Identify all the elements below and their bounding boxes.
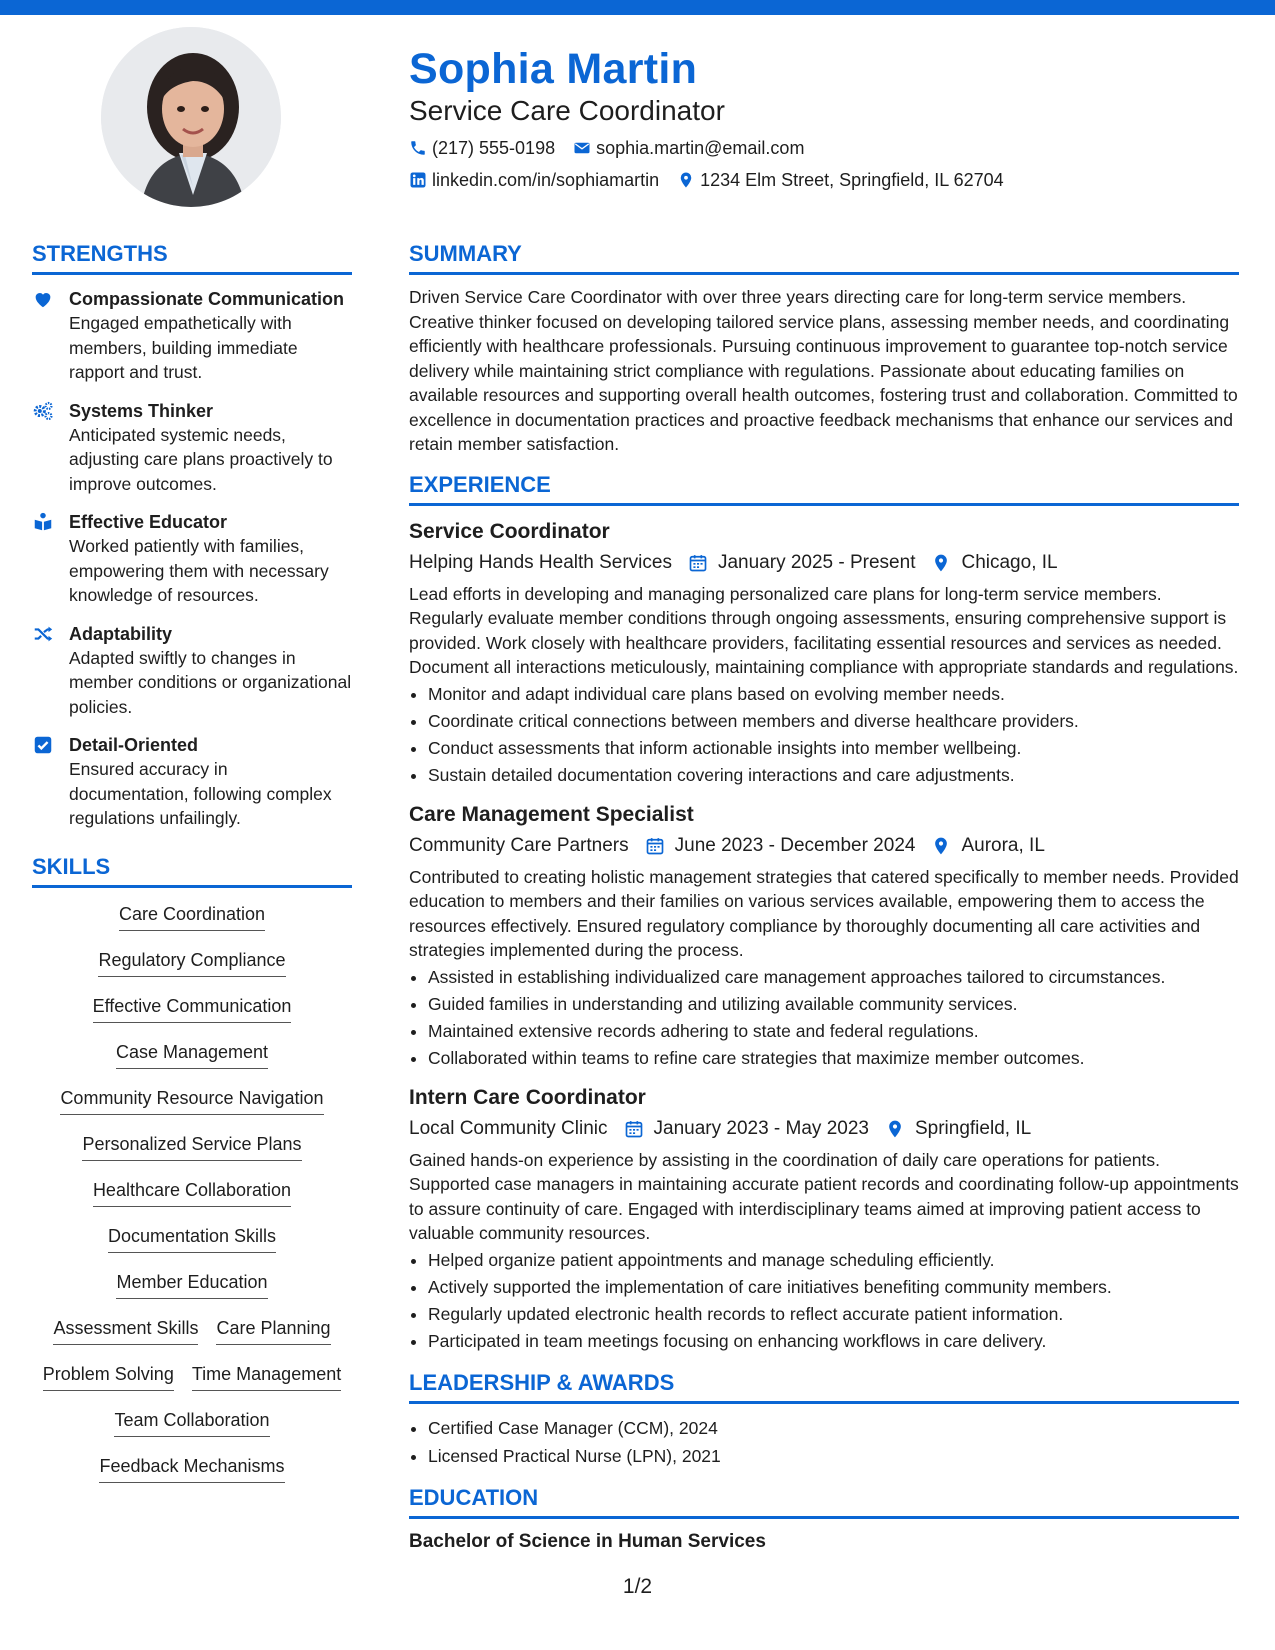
email-address[interactable]: sophia.martin@email.com xyxy=(596,138,805,158)
portrait-image xyxy=(101,27,281,207)
strength-title: Effective Educator xyxy=(69,512,228,532)
phone-icon xyxy=(409,139,427,157)
calendar-icon xyxy=(645,836,665,856)
strength-item xyxy=(32,399,352,497)
job-dates-text: January 2025 - Present xyxy=(717,551,916,573)
heart-icon xyxy=(32,288,54,310)
skills-list xyxy=(32,902,352,1500)
job-entry xyxy=(409,518,1239,789)
job-company: Local Community Clinic xyxy=(409,1117,608,1139)
list-item: • Guided families in understanding and utilizing available community services. xyxy=(428,991,1239,1018)
job-description: Gained hands-on experience by assisting in the coordination of daily care operations for patients. Supported case managers in maintaining accurate patient records and coordinating follow-up appointments to assure continuity of care. Engaged with interdisciplinary teams aimed at improving patient access to valuable community resources. xyxy=(409,1149,1239,1243)
job-title: Care Management Specialist xyxy=(409,802,694,826)
job-bullets xyxy=(409,1247,1239,1355)
job-meta xyxy=(409,833,1239,859)
job-dates-text: June 2023 - December 2024 xyxy=(674,834,916,856)
map-pin-icon xyxy=(677,171,695,189)
job-location xyxy=(931,550,1057,576)
map-pin-icon xyxy=(931,836,951,856)
candidate-name: Sophia Martin xyxy=(409,45,698,93)
gears-icon xyxy=(32,400,54,422)
strength-desc: Anticipated systemic needs, adjusting care plans proactively to improve outcomes. xyxy=(69,424,333,494)
strength-desc: Ensured accuracy in documentation, following complex regulations unfailingly. xyxy=(69,759,332,828)
strength-item xyxy=(32,733,352,831)
shuffle-icon xyxy=(32,623,54,645)
list-item: • Regularly updated electronic health records to reflect accurate patient information. xyxy=(428,1301,1239,1328)
email-item[interactable] xyxy=(573,136,804,160)
job-company: Helping Hands Health Services xyxy=(409,551,672,573)
awards-heading: LEADERSHIP & AWARDS xyxy=(409,1369,1239,1404)
skill-tag: Effective Communication xyxy=(93,994,292,1023)
skill-tag: Healthcare Collaboration xyxy=(93,1178,291,1207)
strength-desc: Worked patiently with families, empowering them with necessary knowledge of resources. xyxy=(69,536,329,605)
list-item: • Collaborated within teams to refine care strategies that maximize member outcomes. xyxy=(428,1045,1239,1072)
skill-tag: Regulatory Compliance xyxy=(98,948,285,977)
linkedin-url[interactable]: linkedin.com/in/sophiamartin xyxy=(432,170,660,190)
skill-tag: Personalized Service Plans xyxy=(82,1132,301,1161)
skill-tag: Problem Solving xyxy=(43,1362,174,1391)
education-heading: EDUCATION xyxy=(409,1484,1239,1519)
linkedin-item[interactable] xyxy=(409,168,659,192)
list-item: • Helped organize patient appointments and manage scheduling efficiently. xyxy=(428,1247,1239,1274)
summary-text: Driven Service Care Coordinator with over three years directing care for long-term service members. Creative thinker focused on developing tailored service plans, assessing member needs, and coordinating efficiently with healthcare professionals. Pursuing continuous improvement to guarantee top-notch service delivery while maintaining strict compliance with regulations. Passionate about educating families on available resources and supporting overall health outcomes, fostering trust and collaboration. Committed to excellence in documentation practices and proactive feedback mechanisms that enhance our services and retain member satisfaction. xyxy=(409,287,1238,454)
address-text: 1234 Elm Street, Springfield, IL 62704 xyxy=(700,170,1004,190)
summary-heading: SUMMARY xyxy=(409,240,1239,275)
left-column xyxy=(32,240,352,1500)
linkedin-icon xyxy=(409,171,427,189)
job-company: Community Care Partners xyxy=(409,834,629,856)
skill-tag: Team Collaboration xyxy=(114,1408,269,1437)
awards-list xyxy=(409,1414,1239,1470)
list-item: • Sustain detailed documentation covering interactions and care adjustments. xyxy=(428,762,1239,789)
job-location-text: Chicago, IL xyxy=(961,551,1058,573)
map-pin-icon xyxy=(885,1119,905,1139)
list-item: • Certified Case Manager (CCM), 2024 xyxy=(428,1414,1239,1442)
job-dates xyxy=(645,833,916,859)
skill-tag: Community Resource Navigation xyxy=(60,1086,323,1115)
calendar-icon xyxy=(688,553,708,573)
strength-desc: Engaged empathetically with members, building immediate rapport and trust. xyxy=(69,313,298,382)
experience-heading: EXPERIENCE xyxy=(409,471,1239,506)
strength-item xyxy=(32,622,352,720)
candidate-role: Service Care Coordinator xyxy=(409,95,725,126)
list-item: • Conduct assessments that inform actionable insights into member wellbeing. xyxy=(428,735,1239,762)
strength-title: Detail-Oriented xyxy=(69,735,199,755)
right-column xyxy=(409,240,1239,1555)
list-item: • Actively supported the implementation of care initiatives benefiting community members. xyxy=(428,1274,1239,1301)
strength-item xyxy=(32,510,352,608)
job-location xyxy=(885,1116,1031,1142)
resume-header xyxy=(409,42,1239,192)
address-item xyxy=(677,168,1004,192)
list-item: • Maintained extensive records adhering to state and federal regulations. xyxy=(428,1018,1239,1045)
job-meta xyxy=(409,550,1239,576)
list-item: • Licensed Practical Nurse (LPN), 2021 xyxy=(428,1442,1239,1470)
list-item: • Assisted in establishing individualized care management approaches tailored to circumstances. xyxy=(428,964,1239,991)
job-description: Contributed to creating holistic management strategies that catered specifically to member needs. Provided education to members and their families on various services available, empowering them to access the resources effectively. Ensured regulatory compliance by thoroughly documenting all care activities and strategies implemented during the process. xyxy=(409,866,1239,960)
page-number: 1/2 xyxy=(622,1575,653,1598)
skill-tag: Care Planning xyxy=(216,1316,330,1345)
list-item: • Participated in team meetings focusing on enhancing workflows in care delivery. xyxy=(428,1328,1239,1355)
job-title: Intern Care Coordinator xyxy=(409,1085,646,1109)
job-description: Lead efforts in developing and managing personalized care plans for long-term service members. Regularly evaluate member conditions through ongoing assessments, ensuring comprehensive support is provided. Work closely with healthcare providers, facilitating essential resources and services as needed. Document all interactions meticulously, maintaining compliance with appropriate standards and regulations. xyxy=(409,583,1239,677)
phone-number: (217) 555-0198 xyxy=(432,138,556,158)
strength-desc: Adapted swiftly to changes in member conditions or organizational policies. xyxy=(69,647,352,717)
checkbox-icon xyxy=(32,734,54,756)
skill-tag: Feedback Mechanisms xyxy=(99,1454,284,1483)
strengths-heading: STRENGTHS xyxy=(32,240,352,275)
job-dates-text: January 2023 - May 2023 xyxy=(653,1117,869,1139)
phone-item xyxy=(409,136,555,160)
skill-tag: Care Coordination xyxy=(119,902,265,931)
list-item: • Monitor and adapt individual care plans based on evolving member needs. xyxy=(428,681,1239,708)
skill-tag: Documentation Skills xyxy=(108,1224,276,1253)
list-item: • Coordinate critical connections between members and diverse healthcare providers. xyxy=(428,708,1239,735)
map-pin-icon xyxy=(931,553,951,573)
contact-row-1 xyxy=(409,136,1239,160)
skill-tag: Assessment Skills xyxy=(53,1316,198,1345)
strength-item xyxy=(32,287,352,385)
strength-title: Compassionate Communication xyxy=(69,289,345,309)
education-degree: Bachelor of Science in Human Services xyxy=(409,1530,766,1552)
strength-title: Adaptability xyxy=(69,623,173,644)
envelope-icon xyxy=(573,139,591,157)
top-accent-bar xyxy=(0,0,1275,15)
job-location xyxy=(931,833,1044,859)
calendar-icon xyxy=(624,1119,644,1139)
job-dates xyxy=(688,550,916,576)
job-bullets xyxy=(409,964,1239,1072)
job-entry xyxy=(409,1084,1239,1355)
skill-tag: Case Management xyxy=(116,1040,268,1069)
profile-photo xyxy=(101,27,281,207)
strength-title: Systems Thinker xyxy=(69,400,214,421)
job-dates xyxy=(624,1116,869,1142)
skills-heading: SKILLS xyxy=(32,853,352,888)
job-title: Service Coordinator xyxy=(409,519,610,543)
skill-tag: Time Management xyxy=(192,1362,341,1391)
job-entry xyxy=(409,801,1239,1072)
skill-tag: Member Education xyxy=(116,1270,267,1299)
job-location-text: Springfield, IL xyxy=(914,1117,1032,1139)
contact-row-2 xyxy=(409,168,1239,192)
job-meta xyxy=(409,1116,1239,1142)
book-reader-icon xyxy=(32,511,54,533)
job-bullets xyxy=(409,681,1239,789)
job-location-text: Aurora, IL xyxy=(961,834,1045,856)
